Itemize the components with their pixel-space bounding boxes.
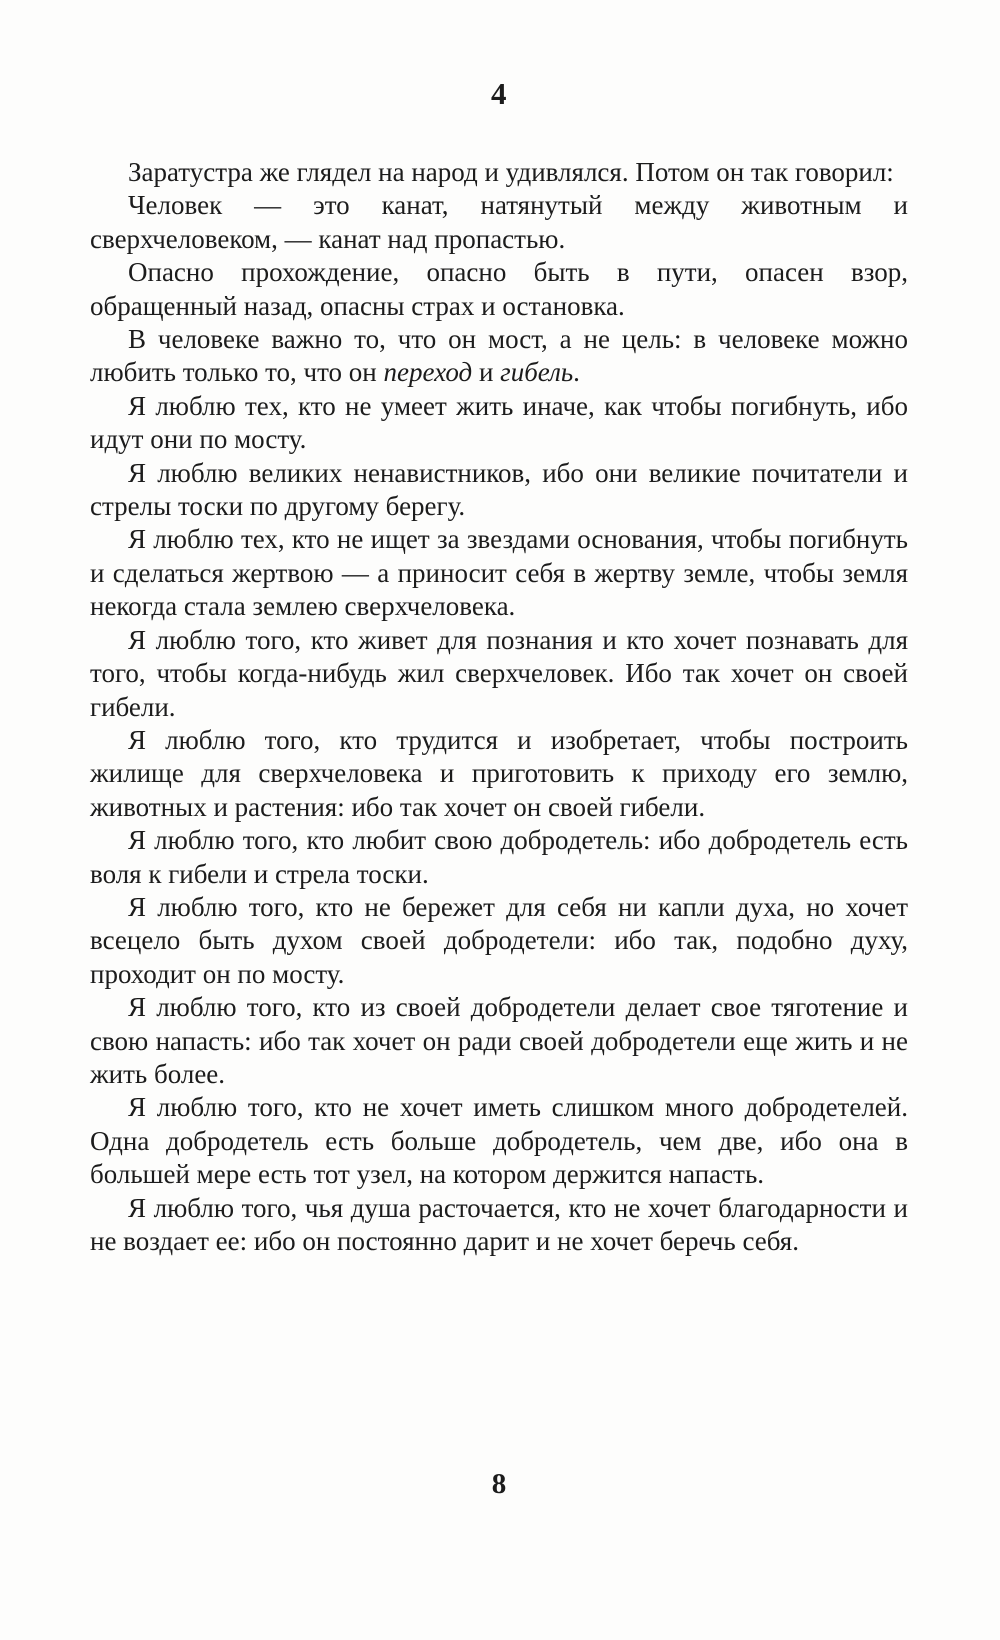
paragraph	[90, 824, 908, 891]
body-text: и	[472, 357, 501, 388]
body-text: Я люблю того, кто живет для познания и кто хочет познавать для того, чтобы когда-нибудь жил сверхчеловек. Ибо так хочет он своей гибели.	[90, 624, 908, 722]
body-text: Опасно прохождение, опасно быть в пути, опасен взор, обращенный назад, опасны страх и остановка.	[90, 257, 908, 321]
paragraph	[90, 189, 908, 256]
body-text: Я люблю того, кто трудится и изобретает, чтобы построить жилище для сверхчеловека и приготовить к приходу его землю, животных и растения: ибо так хочет он своей гибели.	[90, 724, 908, 822]
body-text: Человек — это канат, натянутый между животным и сверхчеловеком, — канат над пропастью.	[90, 190, 908, 254]
text-block	[90, 156, 908, 1258]
body-text: .	[573, 357, 580, 388]
paragraph	[90, 390, 908, 457]
body-text: Заратустра же глядел на народ и удивлялся. Потом он так говорил:	[128, 157, 894, 187]
emphasized-text: переход	[383, 357, 473, 388]
paragraph	[90, 1192, 908, 1259]
body-text: Я люблю великих ненавистников, ибо они великие почитатели и стрелы тоски по другому берегу.	[90, 457, 908, 522]
body-text: Я люблю того, чья душа расточается, кто не хочет благодарности и не воздает ее: ибо он постоянно дарит и не хочет беречь себя.	[90, 1192, 908, 1256]
chapter-number: 4	[491, 76, 507, 111]
page-number: 8	[491, 1468, 507, 1500]
paragraph	[90, 457, 908, 524]
body-text: В человеке важно то, что он мост, а не цель: в человеке можно любить только то, что он	[90, 324, 908, 388]
paragraph	[90, 624, 908, 724]
paragraph	[90, 323, 908, 390]
body-text: Я люблю тех, кто не ищет за звездами основания, чтобы погибнуть и сделаться жертвою — а приносит себя в жертву земле, чтобы земля некогда стала землею сверхчеловека.	[90, 524, 908, 622]
emphasized-text: гибель	[500, 357, 574, 388]
paragraph	[90, 1091, 908, 1191]
paragraph	[90, 523, 908, 623]
body-text: Я люблю того, кто не бережет для себя ни капли духа, но хочет всецело быть духом своей добродетели: ибо так, подобно духу, проходит он по мосту.	[90, 891, 908, 989]
body-text: Я люблю того, кто любит свою добродетель: ибо добродетель есть воля к гибели и стрела тоски.	[90, 825, 908, 889]
paragraph	[90, 156, 908, 189]
paragraph	[90, 891, 908, 991]
paragraph	[90, 256, 908, 323]
body-text: Я люблю того, кто не хочет иметь слишком много добродетелей. Одна добродетель есть больше добродетель, чем две, ибо она в большей мере есть тот узел, на котором держится напасть.	[90, 1092, 908, 1190]
paragraph	[90, 991, 908, 1091]
body-text: Я люблю тех, кто не умеет жить иначе, как чтобы погибнуть, ибо идут они по мосту.	[90, 390, 908, 455]
body-text: Я люблю того, кто из своей добродетели делает свое тяготение и свою напасть: ибо так хочет он ради своей добродетели еще жить и не жить более.	[90, 992, 908, 1089]
paragraph	[90, 724, 908, 824]
